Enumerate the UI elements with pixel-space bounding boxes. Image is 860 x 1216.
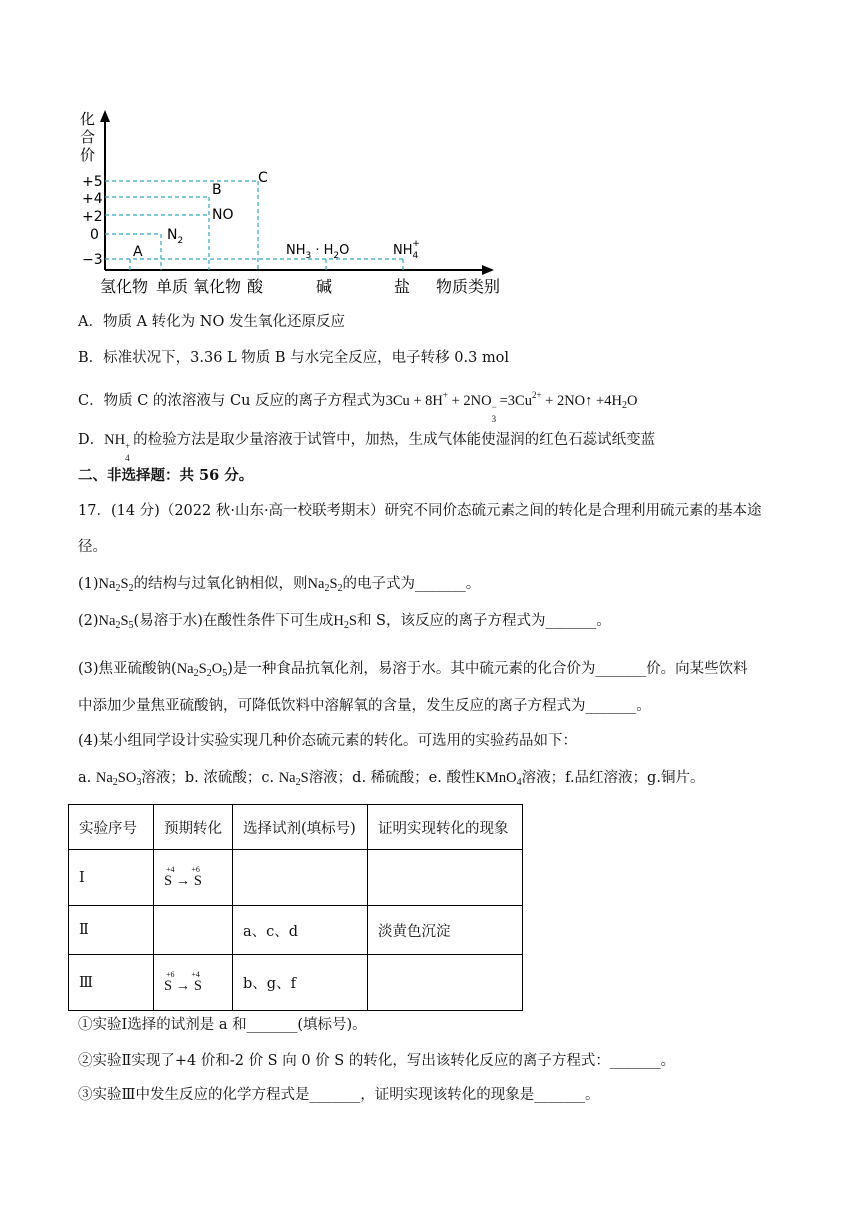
q17-sub2: ②实验Ⅱ实现了+4 价和-2 价 S 向 0 价 S 的转化，写出该转化反应的离子方程式：_______。 <box>78 1053 676 1069</box>
y-axis-label-char-3: 价 <box>80 146 96 164</box>
q17-part3-line1: (3)焦亚硫酸钠$(Na_2S_2O_5)$是一种食品抗氧化剂，易溶于水。其中硫元素的化合价为_______价。向某些饮料 <box>78 661 748 679</box>
row-phenomenon: 淡黄色沉淀 <box>368 906 523 955</box>
row-id: Ⅰ <box>69 850 154 906</box>
reagent-list: a. $Na_2SO_3$溶液；b. 浓硫酸；c. $Na_2S$溶液；d. 稀硫酸；e. 酸性KMnO$_4$溶液；f.品红溶液；g.铜片。 <box>78 770 705 788</box>
category-acid: 酸 <box>247 277 264 296</box>
option-b: B．标准状况下，3.36 L 物质 B 与水完全反应，电子转移 0.3 mol <box>78 350 510 366</box>
option-c: C．物质 C 的浓溶液与 Cu 反应的离子方程式为3Cu + 8H+ + 2NO − 3 $=3Cu^{2+}$ + 2NO↑ $+4H_2O$ <box>78 390 638 424</box>
row-reagents: b、g、f <box>233 955 368 1011</box>
header-expected: 预期转化 <box>154 805 233 850</box>
y-tick-plus2: +2 <box>82 209 103 225</box>
point-A: A <box>133 244 143 260</box>
category-hydride: 氢化物 <box>100 277 149 296</box>
q17-part3-line2: 中添加少量焦亚硫酸钠，可降低饮料中溶解氧的含量，发生反应的离子方程式为_______。 <box>78 698 651 714</box>
y-axis-arrow <box>100 110 110 122</box>
q17-sub3: ③实验Ⅲ中发生反应的化学方程式是_______，证明实现该转化的现象是_______。 <box>78 1087 600 1103</box>
point-NH4: $NH_4+$ <box>393 239 420 261</box>
header-reagents: 选择试剂(填标号) <box>233 805 368 850</box>
valence-category-chart <box>70 108 510 300</box>
ionic-equation: 3Cu + 8H+ + 2NO − 3 $=3Cu^{2+}$ + 2NO↑ $+4H_2O$ <box>385 390 638 424</box>
table-header-row <box>69 805 523 850</box>
q17-sub1: ①实验Ⅰ选择的试剂是 a 和_______(填标号)。 <box>78 1017 367 1033</box>
row-expected: +6 +4 S → S <box>154 955 233 1011</box>
category-element: 单质 <box>156 277 189 296</box>
category-oxide: 氧化物 <box>193 277 242 296</box>
y-axis-label-char-2: 合 <box>80 128 96 146</box>
q17-intro-line2: 径。 <box>78 539 107 555</box>
point-NO: NO <box>212 207 234 223</box>
y-tick-plus5: +5 <box>82 174 103 190</box>
q17-intro-line1: 17．(14 分)（2022 秋·山东·高一校联考期末）研究不同价态硫元素之间的转化是合理利用硫元素的基本途 <box>78 503 762 519</box>
table-row <box>69 850 523 906</box>
x-axis-arrow <box>482 265 494 275</box>
row-reagents: a、c、d <box>233 906 368 955</box>
table-row <box>69 906 523 955</box>
q17-part1: $(1)Na_2S_2$的结构与过氧化钠相似，则$Na_2S_2$的电子式为_______。 <box>78 576 481 594</box>
row-expected: +4 +6 S → S <box>154 850 233 906</box>
y-axis-label-char-1: 化 <box>80 110 96 128</box>
category-salt: 盐 <box>394 277 411 296</box>
q17-part4: (4)某小组同学设计实验实现几种价态硫元素的转化。可选用的实验药品如下： <box>78 733 578 749</box>
point-B: B <box>212 182 222 198</box>
option-d: D．NH + 4 的检验方法是取少量溶液于试管中，加热，生成气体能使湿润的红色石蕊试纸变蓝 <box>78 432 656 463</box>
table-row <box>69 955 523 1011</box>
point-NH3H2O: $NH_3 \cdot H_2O$ <box>286 243 350 261</box>
x-axis-label: 物质类别 <box>436 277 501 296</box>
y-tick-0: 0 <box>90 227 99 243</box>
row-id: Ⅱ <box>69 906 154 955</box>
y-tick-minus3: −3 <box>82 252 103 268</box>
header-phenomenon: 证明实现转化的现象 <box>368 805 523 850</box>
q17-part2: $(2)Na_2S_5$(易溶于水)在酸性条件下可生成$H_2S$和 S，该反应的离子方程式为_______。 <box>78 613 611 631</box>
option-a: A．物质 A 转化为 NO 发生氧化还原反应 <box>78 314 345 330</box>
row-expected <box>154 906 233 955</box>
row-phenomenon <box>368 955 523 1011</box>
category-base: 碱 <box>316 277 333 296</box>
section-heading: 二、非选择题：共 56 分。 <box>78 467 254 484</box>
header-id: 实验序号 <box>69 805 154 850</box>
row-phenomenon <box>368 850 523 906</box>
experiment-table <box>68 804 523 1011</box>
point-N2: $N_2$ <box>167 227 184 246</box>
row-id: Ⅲ <box>69 955 154 1011</box>
y-tick-plus4: +4 <box>82 191 103 207</box>
row-reagents <box>233 850 368 906</box>
point-C: C <box>258 170 268 186</box>
